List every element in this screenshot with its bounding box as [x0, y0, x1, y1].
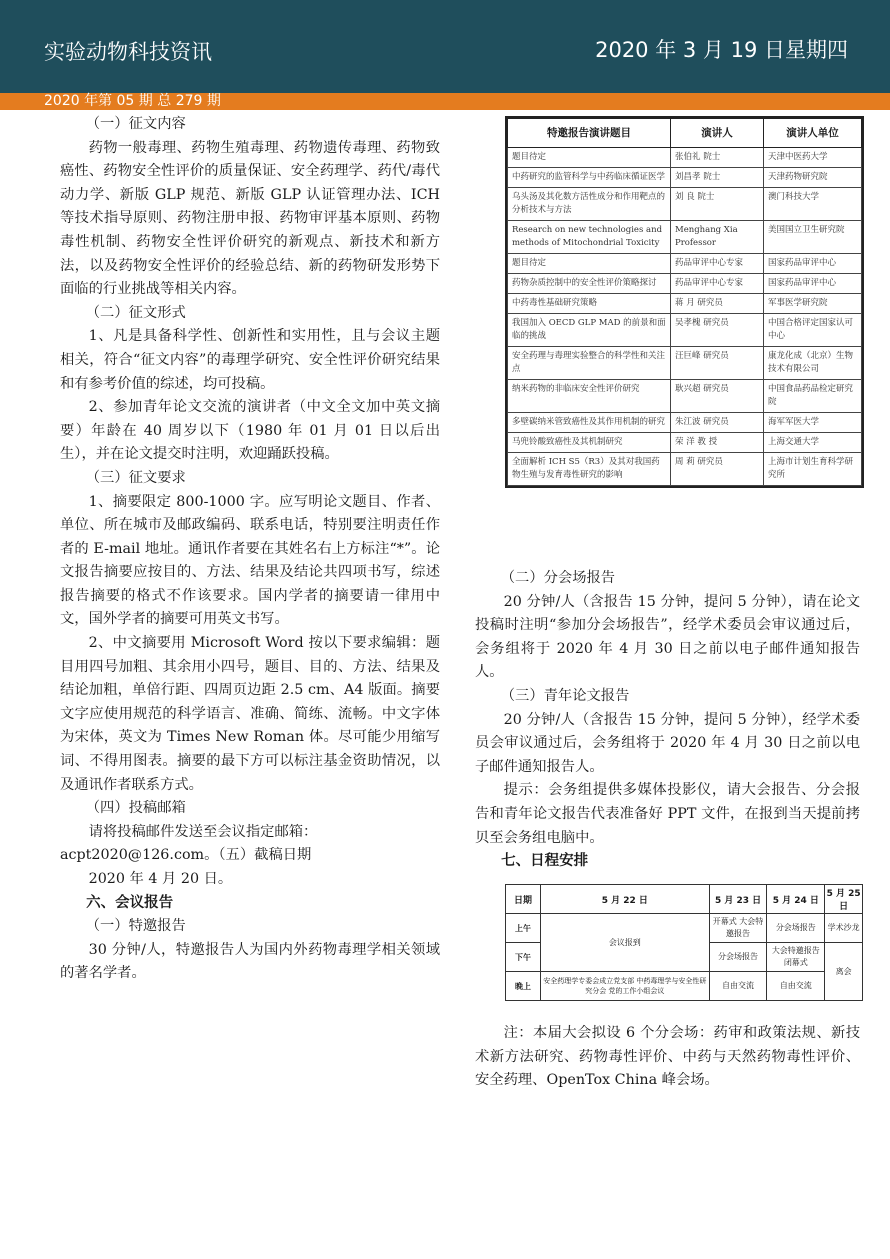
- talk-title: 多壁碳纳米管致癌性及其作用机制的研究: [508, 413, 671, 433]
- talk-title: 安全药理与毒理实验整合的科学性和关注点: [508, 347, 671, 380]
- table-header: 演讲人: [671, 119, 764, 148]
- section-title: （四）投稿邮箱: [85, 800, 186, 817]
- table-row: [508, 433, 862, 453]
- table-header: 演讲人单位: [764, 119, 862, 148]
- speaker-affiliation: 天津中医药大学: [764, 148, 862, 168]
- note-block: [475, 1022, 860, 1093]
- paragraph: 2020 年 4 月 20 日。: [88, 871, 233, 887]
- table-row: [508, 254, 862, 274]
- heading-meeting-reports: 六、会议报告: [86, 894, 174, 911]
- section-title: （三）青年论文报告: [500, 687, 630, 704]
- table-row: [508, 274, 862, 294]
- table-row: [508, 188, 862, 221]
- schedule-cell: 安全药理学专委会成立党支部 中药毒理学与安全性研究分会 党的工作小组会议: [541, 972, 710, 1001]
- speaker-affiliation: 中国食品药品检定研究院: [764, 380, 862, 413]
- speaker-affiliation: 军事医学研究院: [764, 294, 862, 314]
- speaker-affiliation: 天津药物研究院: [764, 168, 862, 188]
- paragraph: 30 分钟/人，特邀报告人为国内外药物毒理学相关领域的著名学者。: [60, 941, 440, 982]
- speaker-name: 药品审评中心专家: [671, 274, 764, 294]
- table-row: [508, 314, 862, 347]
- issue-bar: [0, 93, 890, 110]
- schedule-table: [505, 884, 863, 1001]
- newsletter-title: 实验动物科技资讯: [44, 40, 212, 64]
- schedule-cell: 分会场报告: [767, 914, 825, 943]
- table-row: [508, 294, 862, 314]
- speaker-affiliation: 国家药品审评中心: [764, 274, 862, 294]
- speaker-affiliation: 国家药品审评中心: [764, 254, 862, 274]
- talk-title: 药物杂质控制中的安全性评价策略探讨: [508, 274, 671, 294]
- talk-title: 中药毒性基础研究策略: [508, 294, 671, 314]
- heading-schedule: 七、日程安排: [501, 853, 589, 870]
- speaker-affiliation: 中国合格评定国家认可中心: [764, 314, 862, 347]
- speaker-affiliation: 美国国立卫生研究院: [764, 221, 862, 254]
- table-row: [508, 221, 862, 254]
- speaker-name: 吴孝槐 研究员: [671, 314, 764, 347]
- table-header: 5 月 24 日: [767, 885, 825, 914]
- paragraph: 1、摘要限定 800-1000 字。应写明论文题目、作者、单位、所在城市及邮政编码、联系电话，特别要注明责任作者的 E-mail 地址。通讯作者要在其姓名右上方标注“*”。论文报告摘要应按目的、方法、结果及结论共四项书写，综述报告摘要的格式不作该要求。国内学者的摘要请一律用中文，国外学者的摘要可用英文书写。: [60, 493, 440, 628]
- table-header: 特邀报告演讲题目: [508, 119, 671, 148]
- left-column: [60, 113, 440, 986]
- email-line: acpt2020@126.com。（五）截稿日期: [60, 847, 312, 864]
- schedule-cell: 自由交流: [709, 972, 767, 1001]
- section-title: （一）特邀报告: [85, 918, 186, 935]
- schedule-cell: 开幕式 大会特邀报告: [709, 914, 767, 943]
- schedule-cell: 分会场报告: [709, 943, 767, 972]
- speaker-name: 周 莉 研究员: [671, 453, 764, 486]
- paragraph: 提示：会务组提供多媒体投影仪，请大会报告、分会报告和青年论文报告代表准备好 PPT 文件，在报到当天提前拷贝至会务组电脑中。: [475, 782, 860, 846]
- section-title: （一）征文内容: [85, 116, 186, 132]
- talk-title: 中药研究的监管科学与中药临床循证医学: [508, 168, 671, 188]
- section-title: （三）征文要求: [85, 469, 186, 486]
- speaker-name: 张伯礼 院士: [671, 148, 764, 168]
- table-header: 5 月 23 日: [709, 885, 767, 914]
- section-title: （二）征文形式: [85, 304, 186, 321]
- paragraph: 1、凡是具备科学性、创新性和实用性，且与会议主题相关，符合“征文内容”的毒理学研究、安全性评价研究结果和有参考价值的综述，均可投稿。: [60, 328, 440, 392]
- paragraph: 2、参加青年论文交流的演讲者（中文全文加中英文摘要）年龄在 40 周岁以下（1980 年 01 月 01 日以后出生），并在论文提交时注明，欢迎踊跃投稿。: [60, 399, 440, 463]
- speaker-affiliation: 康龙化成（北京）生物技术有限公司: [764, 347, 862, 380]
- schedule-cell: 自由交流: [767, 972, 825, 1001]
- talk-title: 我国加入 OECD GLP MAD 的前景和面临的挑战: [508, 314, 671, 347]
- speaker-name: 荣 洋 教 授: [671, 433, 764, 453]
- row-label: 晚上: [506, 972, 541, 1001]
- note: 注：本届大会拟设 6 个分会场：药审和政策法规、新技术新方法研究、药物毒性评价、中药与天然药物毒性评价、安全药理、OpenTox China 峰会场。: [475, 1025, 860, 1089]
- speaker-name: 汪巨峰 研究员: [671, 347, 764, 380]
- table-header: 日期: [506, 885, 541, 914]
- paragraph: 20 分钟/人（含报告 15 分钟，提问 5 分钟），请在论文投稿时注明“参加分会场报告”，经学术委员会审议通过后，会务组将于 2020 年 4 月 30 日之前以电子邮件通知报告人。: [475, 593, 860, 681]
- table-row: [508, 347, 862, 380]
- schedule-cell: 离会: [825, 943, 863, 1001]
- paragraph: 20 分钟/人（含报告 15 分钟，提问 5 分钟），经学术委员会审议通过后，会务组将于 2020 年 4 月 30 日之前以电子邮件通知报告人。: [475, 711, 860, 775]
- table-row: [508, 380, 862, 413]
- right-column: [475, 567, 860, 874]
- table-header: 5 月 22 日: [541, 885, 710, 914]
- row-label: 上午: [506, 914, 541, 943]
- speaker-affiliation: 上海市计划生育科学研究所: [764, 453, 862, 486]
- schedule-cell: 大会特邀报告 闭幕式: [767, 943, 825, 972]
- schedule-cell: 会议报到: [541, 914, 710, 972]
- header-banner: [0, 0, 890, 93]
- talk-title: 纳米药物的非临床安全性评价研究: [508, 380, 671, 413]
- speaker-name: 药品审评中心专家: [671, 254, 764, 274]
- table-row: [508, 148, 862, 168]
- speaker-name: 耿兴超 研究员: [671, 380, 764, 413]
- table-header: 5 月 25 日: [825, 885, 863, 914]
- paragraph: 请将投稿邮件发送至会议指定邮箱：: [88, 823, 318, 840]
- speaker-affiliation: 海军军医大学: [764, 413, 862, 433]
- row-label: 下午: [506, 943, 541, 972]
- paragraph: 药物一般毒理、药物生殖毒理、药物遗传毒理、药物致癌性、药物安全性评价的质量保证、安全药理学、药代/毒代动力学、新版 GLP 规范、新版 GLP 认证管理办法、ICH 等技术指导原则、药物注册申报、药物审评基本原则、药物毒性机制、药物安全性评价研究的新观点、新技术和新方法，以及药物安全性评价的经验总结、新的药物研发形势下面临的行业挑战等相关内容。: [60, 139, 440, 298]
- talk-title: 题目待定: [508, 254, 671, 274]
- talk-title: 乌头汤及其化数方活性成分和作用靶点的分析技术与方法: [508, 188, 671, 221]
- speaker-name: 朱江波 研究员: [671, 413, 764, 433]
- speaker-table: [505, 116, 864, 488]
- speaker-name: Menghang Xia Professor: [671, 221, 764, 254]
- table-row: [508, 413, 862, 433]
- speaker-affiliation: 上海交通大学: [764, 433, 862, 453]
- section-title: （二）分会场报告: [500, 570, 616, 586]
- speaker-affiliation: 澳门科技大学: [764, 188, 862, 221]
- table-row: [508, 168, 862, 188]
- speaker-name: 蒋 月 研究员: [671, 294, 764, 314]
- talk-title: Research on new technologies and methods of Mitochondrial Toxicity: [508, 221, 671, 254]
- speaker-name: 刘 良 院士: [671, 188, 764, 221]
- issue-date: 2020 年 3 月 19 日星期四: [595, 38, 848, 62]
- paragraph: 2、中文摘要用 Microsoft Word 按以下要求编辑：题目用四号加粗、其余用小四号，题目、目的、方法、结果及结论加粗，单倍行距、四周页边距 2.5 cm、A4 版面。摘要文字应使用规范的科学语言、准确、简练、流畅。中文字体为宋体，英文为 Times New Roman 体。尽可能少用缩写词、不得用图表。摘要的最下方可以标注基金资助情况，以及通讯作者联系方式。: [60, 635, 440, 793]
- speaker-name: 刘昌孝 院士: [671, 168, 764, 188]
- talk-title: 题目待定: [508, 148, 671, 168]
- table-row: [508, 453, 862, 486]
- talk-title: 马兜铃酸致癌性及其机制研究: [508, 433, 671, 453]
- talk-title: 全面解析 ICH S5（R3）及其对我国药物生殖与发育毒性研究的影响: [508, 453, 671, 486]
- issue-number: 2020 年第 05 期 总 279 期: [44, 93, 221, 109]
- schedule-cell: 学术沙龙: [825, 914, 863, 943]
